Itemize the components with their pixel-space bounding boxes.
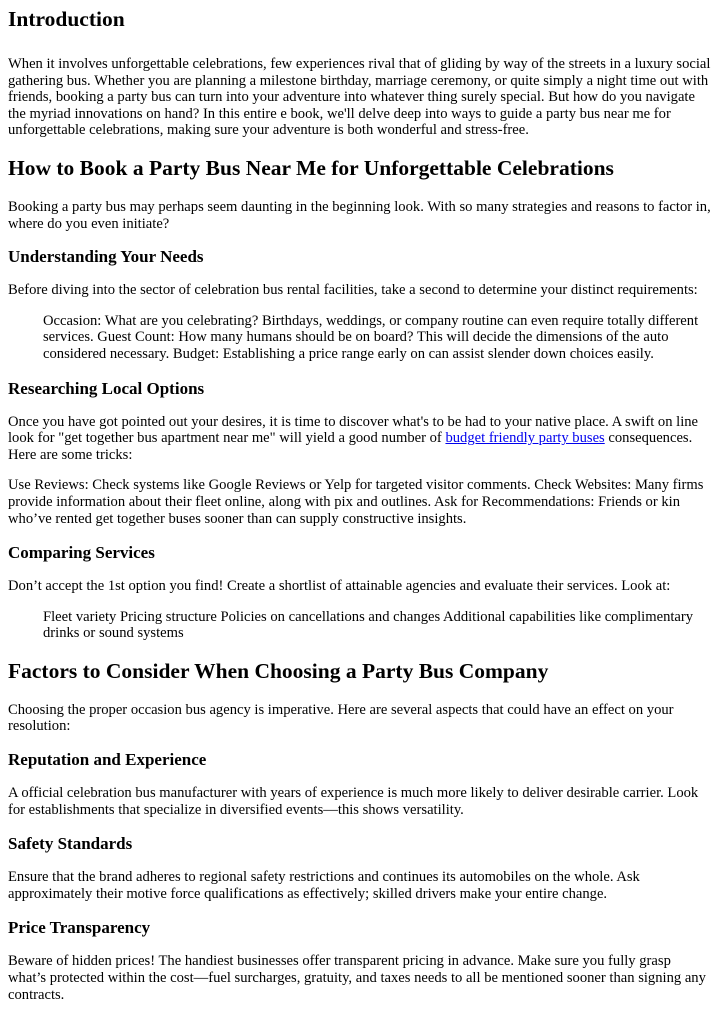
intro-heading: Introduction [8, 7, 125, 31]
needs-paragraph: Before diving into the sector of celebration bus rental facilities, take a second to determine your distinct requirements: [8, 282, 698, 299]
factors-paragraph: Choosing the proper occasion bus agency is imperative. Here are several aspects that could have an effect on your resolution: [8, 701, 674, 735]
safety-heading: Safety Standards [8, 834, 133, 854]
safety-paragraph: Ensure that the brand adheres to regional safety restrictions and continues its automobiles on the whole. Ask approximately their motive force qualifications as effectively; skilled drivers make your entire change. [8, 869, 640, 902]
research-paragraph-start: Once you have got pointed out your desires, it is time to discover what's to be had to your native place. A swift on line look for "get together bus apartment near me" will yield a good number of [8, 413, 699, 447]
book-heading: How to Book a Party Bus Near Me for Unforgettable Celebrations [8, 155, 614, 180]
factors-heading: Factors to Consider When Choosing a Party Bus Company [8, 658, 549, 683]
compare-quote: Fleet variety Pricing structure Policies on cancellations and changes Additional capabilities like complimentary drinks or sound systems [43, 608, 694, 642]
needs-quote: Occasion: What are you celebrating? Birthdays, weddings, or company routine can even require totally different services. Guest Count: How many humans should be on board? This will decide the dimensions of the auto considered necessary. Budget: Establishing a price range early on can assist slender down choices easily. [43, 312, 699, 362]
compare-heading: Comparing Services [8, 543, 155, 563]
reputation-paragraph: A official celebration bus manufacturer with years of experience is much more likely to deliver desirable carrier. Look for establishments that specialize in diversified events—this shows versatility. [8, 785, 699, 818]
intro-paragraph: When it involves unforgettable celebrations, few experiences rival that of gliding by way of the streets in a luxury social gathering bus. Whether you are planning a milestone birthday, marriage ceremony, or quite simply a night time out with friends, booking a party bus can turn into your adventure into whatever thing surely special. But how do you navigate the myriad innovations on hand? In this entire e book, we'll delve deep into ways to guide a party bus near me for unforgettable celebrations, making sure your adventure is both wonderful and stress-free. [8, 56, 711, 139]
price-paragraph: Beware of hidden prices! The handiest businesses offer transparent pricing in advance. Make sure you fully grasp what’s protected within the cost—fuel surcharges, gratuity, and taxes needs to all be mentioned sooner than signing any contracts. [8, 953, 706, 1003]
research-paragraph [8, 414, 712, 464]
price-heading: Price Transparency [8, 918, 151, 938]
research-paragraph-end: consequences. Here are some tricks: [8, 430, 693, 463]
research-tips: Use Reviews: Check systems like Google Reviews or Yelp for targeted visitor comments. Check Websites: Many firms provide information about their fleet online, along with pix and outlines. Ask for Recommendations: Friends or kin who’ve rented get together buses sooner than can supply constructive insights. [8, 477, 704, 527]
budget-party-buses-link[interactable]: budget friendly party buses [445, 430, 605, 447]
research-heading: Researching Local Options [8, 378, 205, 398]
compare-paragraph: Don’t accept the 1st option you find! Create a shortlist of attainable agencies and evaluate their services. Look at: [8, 578, 671, 595]
reputation-heading: Reputation and Experience [8, 750, 207, 770]
needs-heading: Understanding Your Needs [8, 247, 204, 267]
article [0, 7, 720, 1003]
book-paragraph: Booking a party bus may perhaps seem daunting in the beginning look. With so many strategies and reasons to factor in, where do you even initiate? [8, 198, 711, 232]
